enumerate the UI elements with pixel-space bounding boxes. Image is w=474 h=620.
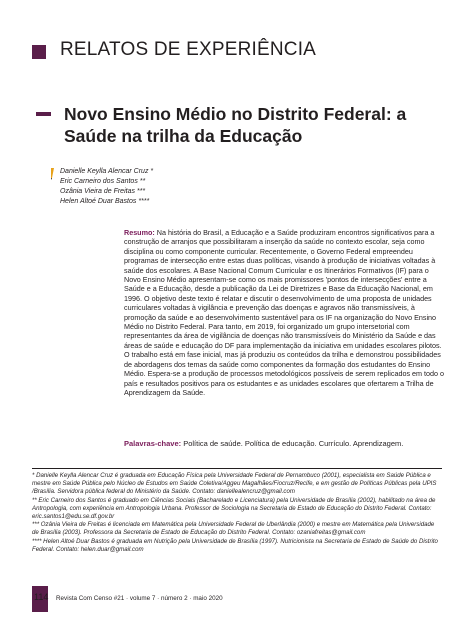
keywords-text: Política de saúde. Política de educação. Currículo. Aprendizagem. — [181, 439, 404, 448]
section-marker — [32, 45, 46, 59]
author-list — [60, 167, 153, 207]
abstract — [124, 228, 446, 397]
pencil-icon — [50, 168, 54, 180]
footnote: **** Helen Altoé Duar Bastos é graduada em Nutrição pela Universidade de Brasília (1997). Nutricionista na Secretaria de Estado de Saúde do Distrito Federal. Contato: helen.duar@gmail.com — [32, 537, 438, 553]
author-name: Helen Altoé Duar Bastos **** — [60, 198, 150, 205]
author-name: Ozânia Vieira de Freitas *** — [60, 188, 146, 195]
footnote: *** Ozânia Vieira de Freitas é licenciada em Matemática pela Universidade Federal de Uberlândia (2000) e mestre em Matemática pela Universidade de Brasília (2003). Professora da Secretaria de Estado de Educação do Distrito Federal. Contato: ozaniafreitas@gmail.com — [32, 521, 435, 537]
section-title: RELATOS DE EXPERIÊNCIA — [60, 39, 317, 60]
author-name: Eric Carneiro dos Santos ** — [60, 178, 146, 185]
footnotes — [32, 472, 442, 554]
title-marker — [36, 112, 51, 116]
keywords-label: Palavras-chave: — [124, 439, 182, 448]
page-number: 114 — [34, 592, 49, 602]
footnote: * Danielle Keylla Alencar Cruz é graduada em Educação Física pela Universidade Federal de Pernambuco (2001), especialista em Saúde Pública e mestre em Saúde Pública pelo Núcleo de Estudos em Saúde Coletiva/Aggeu Magalhães/Fiocruz/Recife, e em gestão de Políticas Públicas pela UPIS /Brasília. Servidora pública federal do Ministério da Saúde. Contato: daniellealencruz@gmail.com — [32, 472, 437, 496]
keywords — [124, 439, 446, 449]
author-name: Danielle Keylla Alencar Cruz * — [60, 168, 154, 175]
running-head: Revista Com Censo #21 · volume 7 · número 2 · maio 2020 — [56, 595, 223, 602]
footnote: ** Eric Carneiro dos Santos é graduado em Ciências Sociais (Bacharelado e Licenciatura) pela Universidade de Brasília (2002), habilitado na área de Antropologia, com experiência em Antropologia Urbana. Professor de Sociologia na Secretaria de Estado de Educação do Distrito Federal. Contato: eric.santos1@edu.se.df.gov.br — [32, 496, 436, 521]
article-title: Novo Ensino Médio no Distrito Federal: a Saúde na trilha da Educação — [64, 104, 407, 146]
footnote-divider — [32, 468, 442, 469]
abstract-text: Na história do Brasil, a Educação e a Saúde produziram encontros significativos para a construção de arranjos que possibilitaram a inserção da saúde no contexto escolar, seja como disciplina ou como componente curricular. Recentemente, o Governo Federal empreendeu programas de intersecção entre estas duas políticas, visando à produção de iniciativas voltadas à saúde dos escolares. A Base Nacional Comum Curricular e os Itinerários Formativos (IF) para o Novo Ensino Médio apresentam-se como os mais promissores 'pontos de intersecções' entre a Saúde e a Educação, desde a publicação da Lei de Diretrizes e Base da Educação Nacional, em 1996. O objetivo deste texto é relatar e discutir o desenvolvimento de uma proposta de unidades curriculares voltadas à vigilância e prevenção das doenças e agravos não transmissíveis, à promoção da saúde e ao desenvolvimento sustentável para os IF na organização do Novo Ensino Médio no Distrito Federal. Para tanto, em 2019, foi organizado um grupo intersetorial com representantes da área de vigilância de doenças não transmissíveis do Ministério da Saúde e das áreas de saúde e educação do DF para implementação da iniciativa em unidades escolares pilotos. O trabalho está em fase inicial, mas já produziu os conteúdos da trilha e demonstrou possibilidades de abordagens dos temas da saúde como componentes da formação dos estudantes do Ensino Médio. Espera-se a produção de processos metodológicos possíveis de serem replicados em todo o país e resultados positivos para os estudantes e as unidades escolares que ofertarem a Trilha de Aprendizagem da Saúde. — [124, 228, 445, 397]
abstract-label: Resumo: — [124, 228, 155, 237]
